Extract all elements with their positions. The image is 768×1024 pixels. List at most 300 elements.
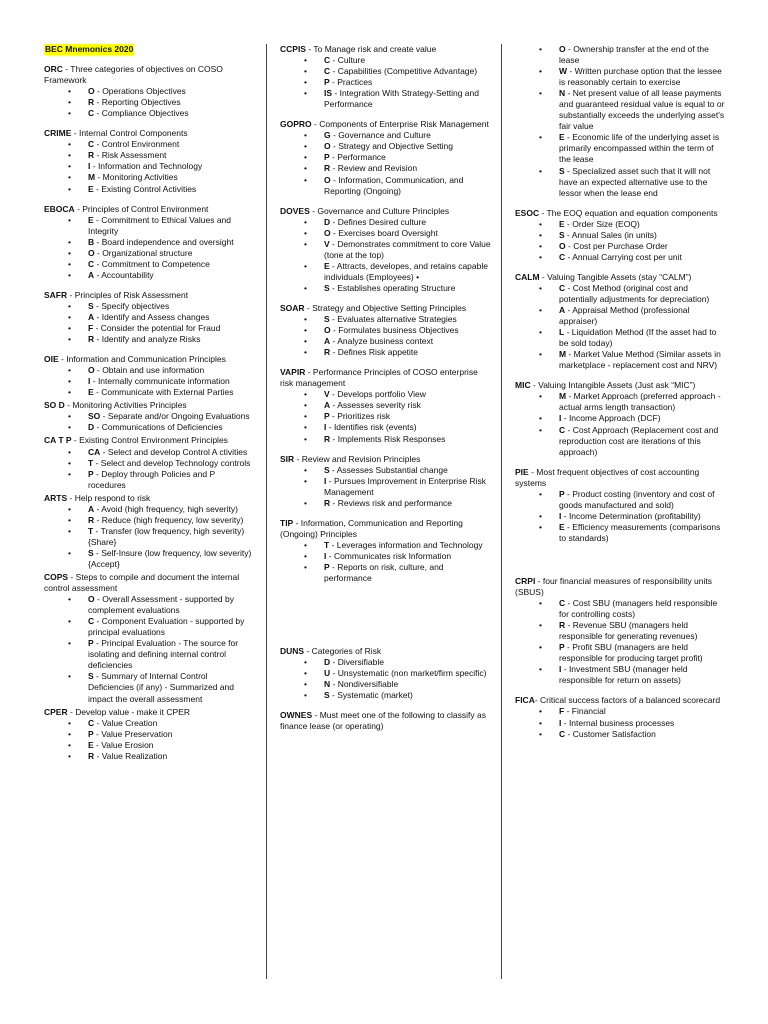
item-text: Formulates business Objectives [338,325,459,336]
list-item: • P - Principal Evaluation - The source for isolating and defining internal control deficiencies [44,638,254,671]
item-text: Appraisal Method (professional appraiser) [559,305,690,327]
item-text: Internal business processes [568,717,675,728]
item-letter: S [559,229,565,240]
item-letter: I [559,664,562,675]
item-letter: T [88,525,94,536]
column-3 [515,44,727,749]
item-letter: A [324,400,331,411]
bullet-list [44,411,254,433]
mnemonic-description: The EOQ equation and equation components [546,207,718,218]
item-letter: T [324,539,330,550]
item-letter: O [324,141,331,152]
item-text: Overall Assessment - supported by complement evaluations [88,594,234,616]
item-text: Summary of Internal Control Deficiencies (if any) - Summarized and impact the overall assessment [88,671,234,704]
mnemonic-section [515,576,727,686]
column-2 [280,44,492,741]
item-text: Strategy and Objective Setting [338,141,454,152]
column-1 [44,44,254,771]
item-letter: I [559,510,562,521]
list-item: • E - Communicate with External Parties [44,387,254,398]
section-heading: PIE - Most frequent objectives of cost accounting systems [515,466,700,488]
item-text: Principal Evaluation - The source for isolating and defining internal control deficiencies [88,638,239,671]
item-letter: O [324,227,331,238]
item-text: Organizational structure [102,247,193,258]
item-letter: W [559,66,568,77]
item-letter: I [88,376,91,387]
item-letter: S [88,300,94,311]
item-letter: I [88,161,91,172]
item-text: Market Approach (preferred approach - actual arms length transaction) [559,391,721,413]
mnemonic-key: CA T P [44,435,72,446]
list-item: • I - Income Approach (DCF) [515,413,727,424]
mnemonic-description: Must meet one of the following to classify as finance lease (or operating) [280,710,486,732]
list-item: • C - Cost Approach (Replacement cost and reproduction cost are iterations of this approach) [515,425,727,458]
section-heading: TIP - Information, Communication and Reporting (Ongoing) Principles [280,517,463,539]
mnemonic-section [280,44,492,110]
mnemonic-description: Most frequent objectives of cost accounting systems [515,466,700,488]
item-letter: V [324,238,330,249]
bullet-list [515,489,727,544]
item-text: Profit SBU (managers are held responsible for producing target profit) [559,642,703,664]
bullet-list [44,594,254,704]
item-letter: R [324,347,331,358]
item-letter: C [559,424,566,435]
list-item: • CA - Select and develop Control A ctivities [44,447,254,458]
item-text: Practices [337,77,373,88]
mnemonic-key: TIP [280,517,294,528]
item-text: Ownership transfer at the end of the lease [559,44,709,66]
item-letter: R [88,334,95,345]
document-title: BEC Mnemonics 2020 [45,44,134,54]
item-text: Specialized asset such that it will not have an expected alternative use to the lessor when the lease end [559,165,711,198]
list-item: • O - Overall Assessment - supported by complement evaluations [44,594,254,616]
list-item: • S - Summary of Internal Control Deficiencies (if any) - Summarized and impact the overall assessment [44,671,254,704]
item-letter: C [559,282,566,293]
item-letter: D [88,422,95,433]
list-item: • D - Communications of Deficiencies [44,422,254,433]
list-item: • C - Commitment to Competence [44,259,254,270]
bullet-list [44,504,254,570]
item-text: Written purchase option that the lessee is reasonably certain to exercise [559,66,722,88]
item-letter: R [324,163,331,174]
mnemonic-section [280,518,492,584]
list-item: • M - Monitoring Activities [44,172,254,183]
bullet-list [515,283,727,371]
item-text: Implements Risk Responses [337,433,446,444]
item-letter: P [324,77,330,88]
mnemonic-description: Categories of Risk [311,646,382,657]
item-text: Product costing (inventory and cost of goods manufactured and sold) [559,488,715,510]
item-text: Component Evaluation - supported by principal evaluations [88,616,245,638]
list-item: • U - Unsystematic (non market/firm specific) [280,668,492,679]
item-letter: M [559,349,567,360]
list-item: • R - Implements Risk Responses [280,434,492,445]
list-item: • B - Board independence and oversight [44,237,254,248]
mnemonic-key: ORC [44,64,63,75]
list-item: • A - Appraisal Method (professional appraiser) [515,305,727,327]
list-item: • D - Defines Desired culture [280,217,492,228]
item-letter: A [88,269,95,280]
item-text: Market Value Method (Similar assets in marketplace - replacement cost and NRV) [559,349,721,371]
section-heading: DOVES - Governance and Culture Principles [280,205,450,216]
item-text: Prioritizes risk [337,411,391,422]
item-text: Efficiency measurements (comparisons to standards) [559,521,721,543]
item-letter: N [559,88,566,99]
item-text: Value Realization [101,750,168,761]
item-letter: O [324,174,331,185]
mnemonic-key: CALM [515,271,540,282]
list-item: • E - Commitment to Ethical Values and Integrity [44,215,254,237]
list-item: • A - Avoid (high frequency, high severity) [44,504,254,515]
item-text: Cost Approach (Replacement cost and reproduction cost are iterations of this approach) [559,424,719,457]
item-text: Accountability [101,269,154,280]
list-item: • I - Information and Technology [44,161,254,172]
item-letter: O [88,594,95,605]
mnemonic-section [280,119,492,196]
mnemonic-key: OWNES [280,710,313,721]
item-text: Investment SBU (manager held responsible for return on assets) [559,664,688,686]
list-item: • A - Identify and Assess changes [44,312,254,323]
item-text: Monitoring Activities [102,172,178,183]
item-text: Value Erosion [101,739,154,750]
item-text: Order Size (EOQ) [572,218,640,229]
mnemonic-description: Review and Revision Principles [301,453,421,464]
mnemonic-key: COPS [44,572,69,583]
item-letter: CA [88,446,101,457]
item-letter: P [559,488,565,499]
list-item: • S - Assesses Substantial change [280,465,492,476]
item-text: Diversifiable [337,657,384,668]
mnemonic-section [44,572,254,705]
mnemonic-section [44,400,254,433]
item-letter: D [324,216,331,227]
item-letter: O [88,86,95,97]
section-heading: CPER - Develop value - make it CPER [44,706,190,717]
item-letter: SO [88,411,101,422]
mnemonic-section [515,380,727,457]
section-heading: CALM - Valuing Tangible Assets (stay “CALM”) [515,271,692,282]
item-letter: P [559,642,565,653]
item-text: Defines Desired culture [337,216,427,227]
mnemonic-key: DUNS [280,646,305,657]
item-letter: R [324,497,331,508]
item-text: Attracts, developes, and retains capable individuals (Employees) • [324,260,488,282]
item-letter: E [88,183,94,194]
item-letter: C [88,108,95,119]
bullet-list [280,657,492,701]
item-text: Identify and analyze Risks [101,334,201,345]
list-item: • L - Liquidation Method (If the asset had to be sold today) [515,327,727,349]
mnemonic-description: Help respond to risk [74,492,151,503]
item-text: Communications of Deficiencies [101,422,223,433]
list-item: • E - Efficiency measurements (comparisons to standards) [515,522,727,544]
bullet-list [280,540,492,584]
list-item: • R - Reporting Objectives [44,97,254,108]
bullet-list [280,55,492,110]
item-text: Integration With Strategy-Setting and Performance [324,88,479,110]
section-heading: CA T P - Existing Control Environment Principles [44,435,228,446]
section-heading: SO D - Monitoring Activities Principles [44,400,187,411]
list-item: • SO - Separate and/or Ongoing Evaluations [44,411,254,422]
section-heading: GOPRO - Components of Enterprise Risk Management [280,119,489,130]
list-item: • E - Value Erosion [44,740,254,751]
list-item: • R - Risk Assessment [44,150,254,161]
section-heading: SOAR - Strategy and Objective Setting Principles [280,302,467,313]
mnemonic-section [515,44,727,199]
mnemonic-key: GOPRO [280,119,312,130]
item-text: Leverages information and Technology [336,539,483,550]
item-letter: A [88,503,95,514]
list-item: • W - Written purchase option that the lessee is reasonably certain to exercise [515,66,727,88]
list-item: • O - Strategy and Objective Setting [280,141,492,152]
list-item: • C - Cost Method (original cost and potentially adjustments for depreciation) [515,283,727,305]
mnemonic-section [44,64,254,119]
item-text: Operations Objectives [102,86,186,97]
item-letter: P [88,638,94,649]
mnemonic-key: CPER [44,706,68,717]
mnemonic-description: four financial measures of responsibility units (SBUS) [515,575,713,598]
item-letter: S [324,314,330,325]
item-text: Analyze business context [337,336,434,347]
bullet-list [44,447,254,491]
list-item: • C - Control Environment [44,139,254,150]
item-text: Unsystematic (non market/firm specific) [337,668,487,679]
item-letter: C [88,139,95,150]
item-letter: V [324,389,330,400]
list-item: • P - Value Preservation [44,729,254,740]
section-heading: OIE - Information and Communication Principles [44,354,226,365]
column-divider [266,44,267,979]
item-letter: A [324,336,331,347]
mnemonic-description: Components of Enterprise Risk Management [319,119,489,130]
mnemonic-description: Performance Principles of COSO enterprise risk management [280,367,478,389]
item-text: Transfer (low frequency, high severity) {Share} [88,525,245,547]
mnemonic-key: MIC [515,380,531,391]
item-text: Review and Revision [337,163,418,174]
item-letter: L [559,327,565,338]
list-item: • N - Net present value of all lease payments and guaranteed residual value is equal to or substantially exceeds the underlying asset's fair value [515,88,727,132]
list-item: • C - Value Creation [44,718,254,729]
item-letter: P [324,561,330,572]
item-letter: P [88,468,94,479]
item-letter: M [559,391,567,402]
item-text: Establishes operating Structure [337,282,456,293]
item-letter: E [559,132,565,143]
item-text: Cost SBU (managers held responsible for controlling costs) [559,598,718,620]
mnemonic-key: PIE [515,466,529,477]
list-item: • O - Ownership transfer at the end of the lease [515,44,727,66]
bullet-list [280,314,492,358]
item-letter: S [88,671,94,682]
section-heading: ESOC - The EOQ equation and equation components [515,207,718,218]
item-text: Cost per Purchase Order [573,240,668,251]
item-letter: C [88,258,95,269]
bullet-list [515,598,727,686]
list-item: • V - Demonstrates commitment to core Value (tone at the top) [280,239,492,261]
mnemonic-description: To Manage risk and create value [313,44,437,54]
item-letter: C [88,717,95,728]
list-item: • IS - Integration With Strategy-Setting and Performance [280,88,492,110]
bullet-list [515,44,727,199]
bullet-list [44,139,254,194]
list-item: • C - Culture [280,55,492,66]
mnemonic-section [515,208,727,263]
list-item: • C - Annual Carrying cost per unit [515,252,727,263]
item-text: Identifies risk (events) [333,422,417,433]
list-item: • N - Nondiversifiable [280,679,492,690]
list-item: • R - Revenue SBU (managers held responsible for generating revenues) [515,620,727,642]
section-heading: CCPIS - To Manage risk and create value [280,44,437,54]
list-item: • R - Reviews risk and performance [280,498,492,509]
mnemonic-key: OIE [44,354,59,365]
item-text: Pursues Improvement in Enterprise Risk Management [324,475,487,497]
list-item: • R - Review and Revision [280,163,492,174]
item-text: Net present value of all lease payments and guaranteed residual value is equal to or substantially exceeds the underlying asset's fair value [559,88,725,132]
item-text: Annual Sales (in units) [571,229,657,240]
list-item: • I - Investment SBU (manager held responsible for return on assets) [515,664,727,686]
item-letter: E [324,260,330,271]
list-item: • S - Self-Insure (low frequency, low severity) {Accept} [44,548,254,570]
item-letter: E [88,387,94,398]
list-item: • A - Analyze business context [280,336,492,347]
item-text: Avoid (high frequency, high severity) [101,503,238,514]
item-letter: F [559,706,565,717]
column-divider [501,44,502,979]
item-letter: O [559,44,566,54]
list-item: • O - Information, Communication, and Reporting (Ongoing) [280,175,492,197]
mnemonic-description: Develop value - make it CPER [75,706,190,717]
list-item: • I - Pursues Improvement in Enterprise Risk Management [280,476,492,498]
item-letter: R [88,750,95,761]
item-text: Identify and Assess changes [101,311,210,322]
item-letter: M [88,172,96,183]
item-letter: P [88,728,94,739]
item-letter: R [88,514,95,525]
mnemonic-key: FICA [515,695,535,706]
list-item: • C - Compliance Objectives [44,108,254,119]
item-text: Communicates risk Information [333,550,452,561]
item-text: Systematic (market) [337,690,413,701]
item-text: Customer Satisfaction [572,728,656,739]
section-heading: VAPIR - Performance Principles of COSO enterprise risk management [280,367,478,389]
item-text: Performance [337,152,386,163]
list-item: • T - Leverages information and Technology [280,540,492,551]
item-text: Financial [571,706,606,717]
mnemonic-description: Internal Control Components [78,128,188,139]
list-item: • A - Assesses severity risk [280,400,492,411]
section-heading: ARTS - Help respond to risk [44,492,151,503]
item-text: Self-Insure (low frequency, low severity) {Accept} [88,547,252,569]
item-text: Communicate with External Parties [101,387,234,398]
item-text: Reviews risk and performance [337,497,453,508]
list-item: • P - Profit SBU (managers are held responsible for producing target profit) [515,642,727,664]
list-item: • P - Reports on risk, culture, and performance [280,562,492,584]
item-text: Information and Technology [97,161,203,172]
item-letter: A [88,311,95,322]
bullet-list [44,718,254,762]
item-text: Reduce (high frequency, low severity) [101,514,244,525]
item-letter: S [324,282,330,293]
item-text: Reports on risk, culture, and performance [324,561,444,584]
bullet-list [44,301,254,345]
item-text: Control Environment [101,139,180,150]
item-letter: S [324,464,330,475]
list-item: • I - Identifies risk (events) [280,422,492,433]
list-item: • F - Consider the potential for Fraud [44,323,254,334]
item-letter: C [324,66,331,77]
section-heading: COPS - Steps to compile and document the internal control assessment [44,572,240,594]
list-item: • E - Order Size (EOQ) [515,219,727,230]
mnemonic-section [280,710,492,732]
list-item: • G - Governance and Culture [280,130,492,141]
item-letter: I [324,550,327,561]
mnemonic-description: Governance and Culture Principles [317,205,450,216]
mnemonic-section [44,435,254,490]
mnemonic-key: DOVES [280,205,310,216]
mnemonic-section [44,354,254,398]
list-item: • I - Income Determination (profitability) [515,511,727,522]
mnemonic-description: Steps to compile and document the internal control assessment [44,572,240,594]
mnemonic-key: CRPI [515,575,536,586]
item-text: Demonstrates commitment to core Value (tone at the top) [324,238,491,260]
bullet-list [515,706,727,739]
list-item: • S - Establishes operating Structure [280,283,492,294]
item-letter: C [88,616,95,627]
list-item: • S - Systematic (market) [280,690,492,701]
item-text: Risk Assessment [101,150,167,161]
bullet-list [44,365,254,398]
mnemonic-section [44,290,254,345]
mnemonic-description: Information and Communication Principles [66,354,226,365]
item-letter: P [324,152,330,163]
item-letter: T [88,457,94,468]
item-text: Assesses Substantial change [336,464,448,475]
mnemonic-key: EBOCA [44,203,75,214]
item-text: Consider the potential for Fraud [100,323,221,334]
item-text: Information, Communication, and Reporting (Ongoing) [324,174,464,196]
item-text: Select and develop Control A ctivities [107,446,248,457]
list-item: • S - Evaluates alternative Strategies [280,314,492,325]
item-text: Income Approach (DCF) [568,413,661,424]
mnemonic-key: ESOC [515,207,540,218]
item-text: Capabilities (Competitive Advantage) [337,66,478,77]
item-letter: I [324,475,327,486]
item-letter: C [559,251,566,262]
section-heading: SIR - Review and Revision Principles [280,453,421,464]
item-letter: S [559,165,565,176]
item-letter: A [559,305,566,316]
item-letter: I [324,422,327,433]
item-text: Select and develop Technology controls [100,457,251,468]
mnemonic-section [280,454,492,509]
item-text: Nondiversifiable [337,679,399,690]
list-item: • R - Reduce (high frequency, low severity) [44,515,254,526]
list-item: • O - Cost per Purchase Order [515,241,727,252]
bullet-list [44,86,254,119]
item-letter: I [559,717,562,728]
mnemonic-section [44,204,254,281]
item-letter: R [88,97,95,108]
item-text: Exercises board Oversight [338,227,438,238]
item-letter: B [88,236,95,247]
mnemonic-description: Principles of Risk Assessment [74,289,189,300]
item-letter: E [88,739,94,750]
item-text: Deploy through Policies and P rocedures [88,468,215,490]
item-text: Culture [337,55,366,66]
item-text: Internally communicate information [97,376,230,387]
list-item: • E - Economic life of the underlying asset is primarily encompassed within the term of the lease [515,132,727,165]
item-letter: O [559,240,566,251]
